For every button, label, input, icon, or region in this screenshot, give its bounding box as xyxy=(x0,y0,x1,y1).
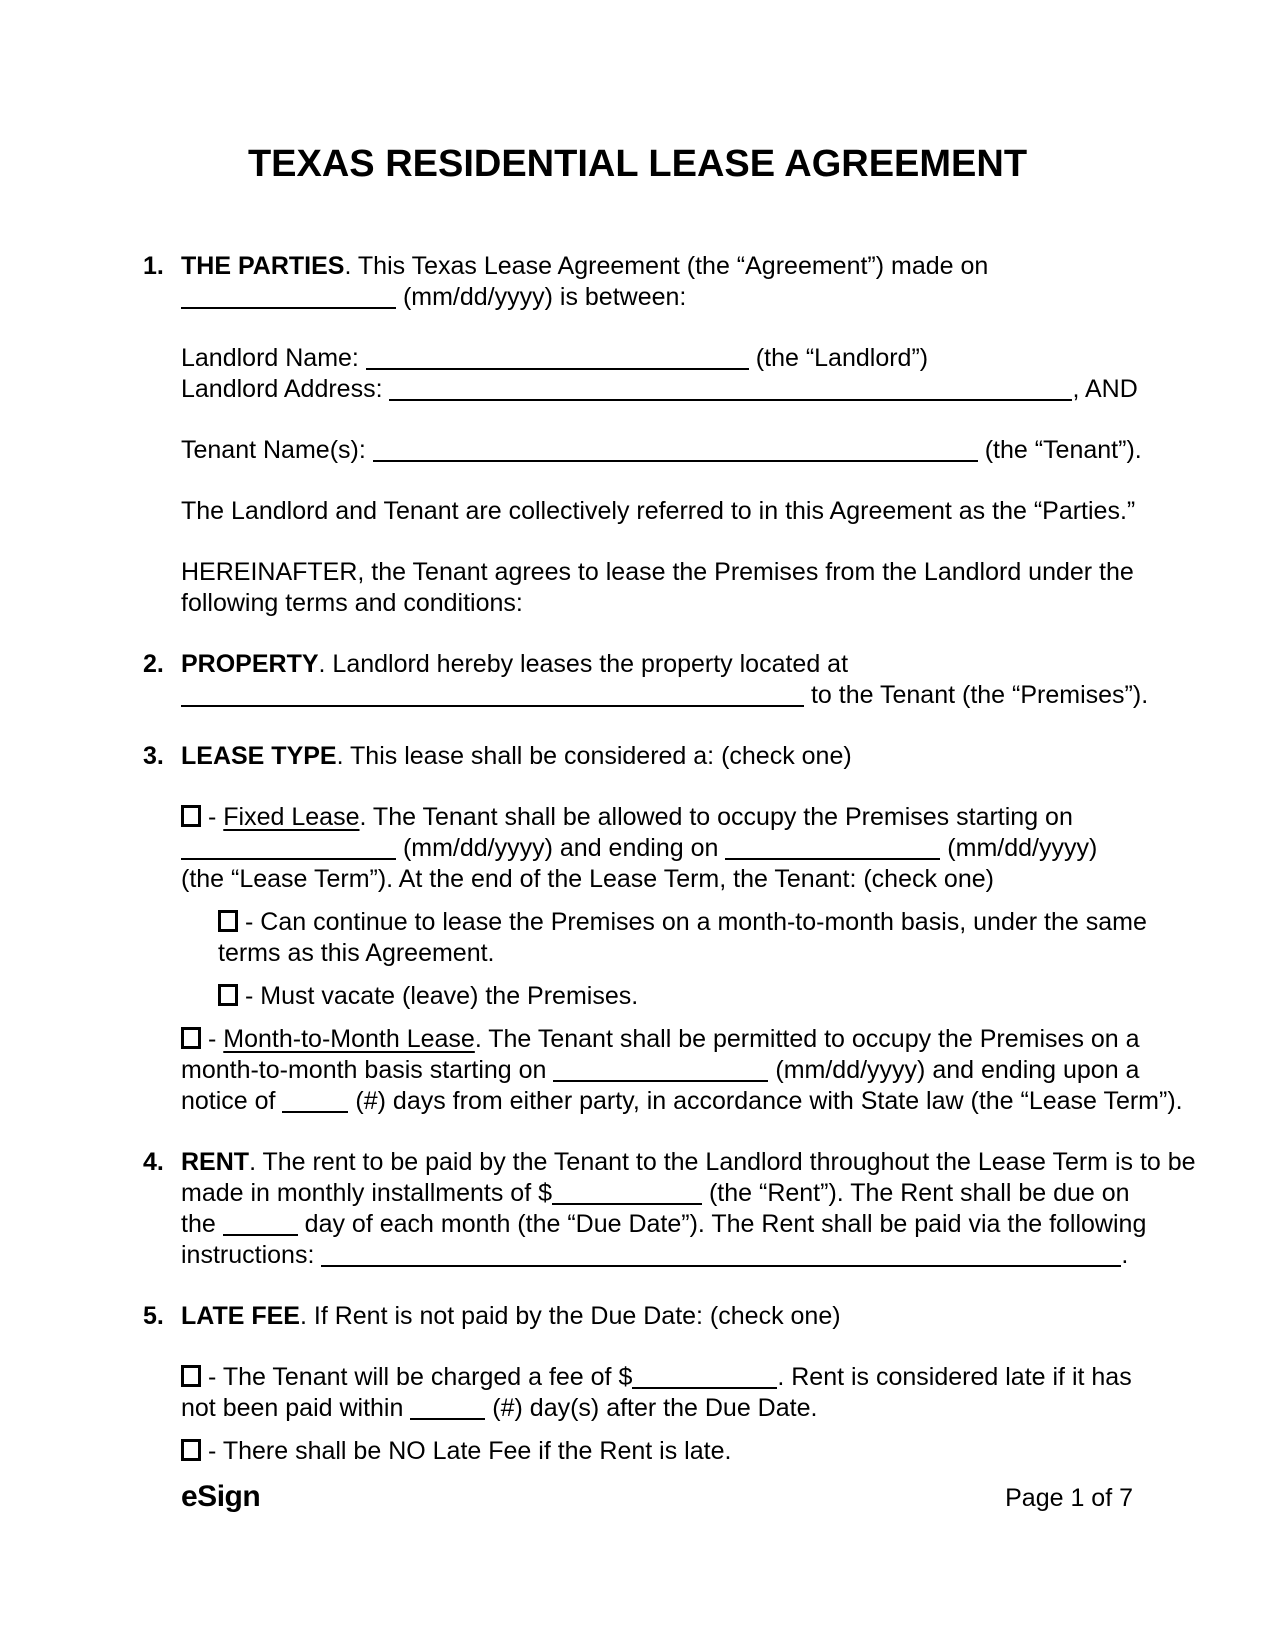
m2m-text3: (mm/dd/yyyy) and ending upon a xyxy=(775,1056,1140,1084)
landlord-name-suffix: (the “Landlord”) xyxy=(755,344,929,372)
page-number-label: Page 1 of 7 xyxy=(1005,1484,1133,1512)
document-title: TEXAS RESIDENTIAL LEASE AGREEMENT xyxy=(247,143,1028,185)
tenant-block xyxy=(181,435,1142,466)
hereinafter-line1: HEREINAFTER, the Tenant agrees to lease the Premises from the Landlord under the xyxy=(181,558,1134,586)
landlord-address-suffix: , AND xyxy=(1072,375,1138,403)
section-lease-type xyxy=(143,741,1235,1117)
agreement-date-hint: (mm/dd/yyyy) is between: xyxy=(402,283,687,311)
landlord-name-label: Landlord Name: xyxy=(181,344,359,372)
option-continue-text2: terms as this Agreement. xyxy=(218,939,495,967)
section-number: 3. xyxy=(143,742,164,770)
section-number: 1. xyxy=(143,252,164,280)
late-fee-intro: . If Rent is not paid by the Due Date: (check one) xyxy=(299,1302,841,1330)
rent-amount-blank[interactable] xyxy=(552,1203,702,1205)
late-fee-heading: LATE FEE xyxy=(181,1302,300,1330)
section-late-fee xyxy=(143,1301,1235,1467)
parties-heading: THE PARTIES xyxy=(181,252,345,280)
m2m-dash: - xyxy=(208,1025,217,1053)
month-to-month-option xyxy=(181,1024,1183,1117)
late-fee-text3: not been paid within xyxy=(181,1394,404,1422)
section-rent xyxy=(143,1147,1235,1271)
fixed-lease-text4: (the “Lease Term”). At the end of the Lease Term, the Tenant: (check one) xyxy=(181,865,994,893)
late-fee-charged-option xyxy=(181,1362,1133,1424)
late-fee-amount-blank[interactable] xyxy=(632,1387,777,1389)
property-address-blank[interactable] xyxy=(181,705,804,707)
checkbox-fixed-lease[interactable] xyxy=(181,805,201,827)
section-property xyxy=(143,649,1235,711)
property-intro: . Landlord hereby leases the property located at xyxy=(318,650,849,678)
section-number: 5. xyxy=(143,1302,164,1330)
fixed-lease-text2: (mm/dd/yyyy) and ending on xyxy=(402,834,719,862)
m2m-label: Month-to-Month Lease xyxy=(223,1025,475,1053)
fixed-lease-label: Fixed Lease xyxy=(223,803,360,831)
checkbox-late-fee-charged[interactable] xyxy=(181,1365,201,1387)
checkbox-must-vacate[interactable] xyxy=(218,984,238,1006)
section-number: 2. xyxy=(143,650,164,678)
fixed-lease-option xyxy=(181,802,1147,1012)
landlord-name-blank[interactable] xyxy=(366,368,749,370)
lease-type-intro: . This lease shall be considered a: (check one) xyxy=(336,742,852,770)
tenant-name-blank[interactable] xyxy=(373,460,978,462)
section-number: 4. xyxy=(143,1148,164,1176)
late-fee-text2: . Rent is considered late if it has xyxy=(777,1363,1132,1391)
tenant-name-label: Tenant Name(s): xyxy=(181,436,366,464)
lease-type-heading: LEASE TYPE xyxy=(181,742,337,770)
no-late-fee-text: - There shall be NO Late Fee if the Rent is late. xyxy=(208,1437,732,1465)
page-footer xyxy=(181,1481,1133,1514)
fixed-lease-dash: - xyxy=(208,803,217,831)
property-heading: PROPERTY xyxy=(181,650,319,678)
option-continue-text1: - Can continue to lease the Premises on a month-to-month basis, under the same xyxy=(245,908,1147,936)
landlord-address-blank[interactable] xyxy=(389,399,1072,401)
checkbox-month-to-month-lease[interactable] xyxy=(181,1027,201,1049)
fixed-lease-text3: (mm/dd/yyyy) xyxy=(947,834,1098,862)
rent-text5: day of each month (the “Due Date”). The Rent shall be paid via the following xyxy=(304,1210,1147,1238)
landlord-address-label: Landlord Address: xyxy=(181,375,383,403)
agreement-date-blank[interactable] xyxy=(181,307,396,309)
section-the-parties xyxy=(143,251,1235,619)
checkbox-continue-month-to-month[interactable] xyxy=(218,910,238,932)
parties-intro: . This Texas Lease Agreement (the “Agreement”) made on xyxy=(344,252,989,280)
rent-heading: RENT xyxy=(181,1148,250,1176)
rent-text4: the xyxy=(181,1210,216,1238)
document-body xyxy=(0,251,1275,1467)
rent-text6: instructions: xyxy=(181,1241,315,1269)
hereinafter-paragraph xyxy=(181,557,1133,619)
fixed-start-date-blank[interactable] xyxy=(181,858,396,860)
m2m-notice-days-blank[interactable] xyxy=(282,1111,348,1113)
m2m-text5: (#) days from either party, in accordance with State law (the “Lease Term”). xyxy=(355,1087,1183,1115)
fixed-end-date-blank[interactable] xyxy=(725,858,940,860)
late-fee-days-blank[interactable] xyxy=(410,1418,485,1420)
late-fee-text1: - The Tenant will be charged a fee of $ xyxy=(208,1363,633,1391)
landlord-block xyxy=(181,343,1138,405)
rent-text2: made in monthly installments of $ xyxy=(181,1179,553,1207)
option-must-vacate xyxy=(218,981,1133,1012)
property-suffix: to the Tenant (the “Premises”). xyxy=(810,681,1149,709)
hereinafter-line2: following terms and conditions: xyxy=(181,589,523,617)
rent-due-day-blank[interactable] xyxy=(223,1234,298,1236)
late-fee-text4: (#) day(s) after the Due Date. xyxy=(492,1394,818,1422)
rent-text7: . xyxy=(1121,1241,1129,1269)
tenant-name-suffix: (the “Tenant”). xyxy=(984,436,1142,464)
option-vacate-text: - Must vacate (leave) the Premises. xyxy=(245,982,639,1010)
no-late-fee-option xyxy=(181,1436,1133,1467)
m2m-text1: . The Tenant shall be permitted to occupy the Premises on a xyxy=(474,1025,1140,1053)
rent-text1: . The rent to be paid by the Tenant to the Landlord throughout the Lease Term is to be xyxy=(249,1148,1196,1176)
rent-text3: (the “Rent”). The Rent shall be due on xyxy=(708,1179,1130,1207)
parties-note: The Landlord and Tenant are collectively referred to in this Agreement as the “Parties.” xyxy=(181,497,1136,525)
m2m-text4: notice of xyxy=(181,1087,276,1115)
m2m-start-date-blank[interactable] xyxy=(553,1080,768,1082)
fixed-lease-text1: . The Tenant shall be allowed to occupy the Premises starting on xyxy=(359,803,1073,831)
option-continue-month-to-month xyxy=(218,907,1147,969)
m2m-text2: month-to-month basis starting on xyxy=(181,1056,547,1084)
checkbox-no-late-fee[interactable] xyxy=(181,1439,201,1461)
esign-logo: eSign xyxy=(181,1480,261,1513)
rent-instructions-blank[interactable] xyxy=(321,1265,1121,1267)
